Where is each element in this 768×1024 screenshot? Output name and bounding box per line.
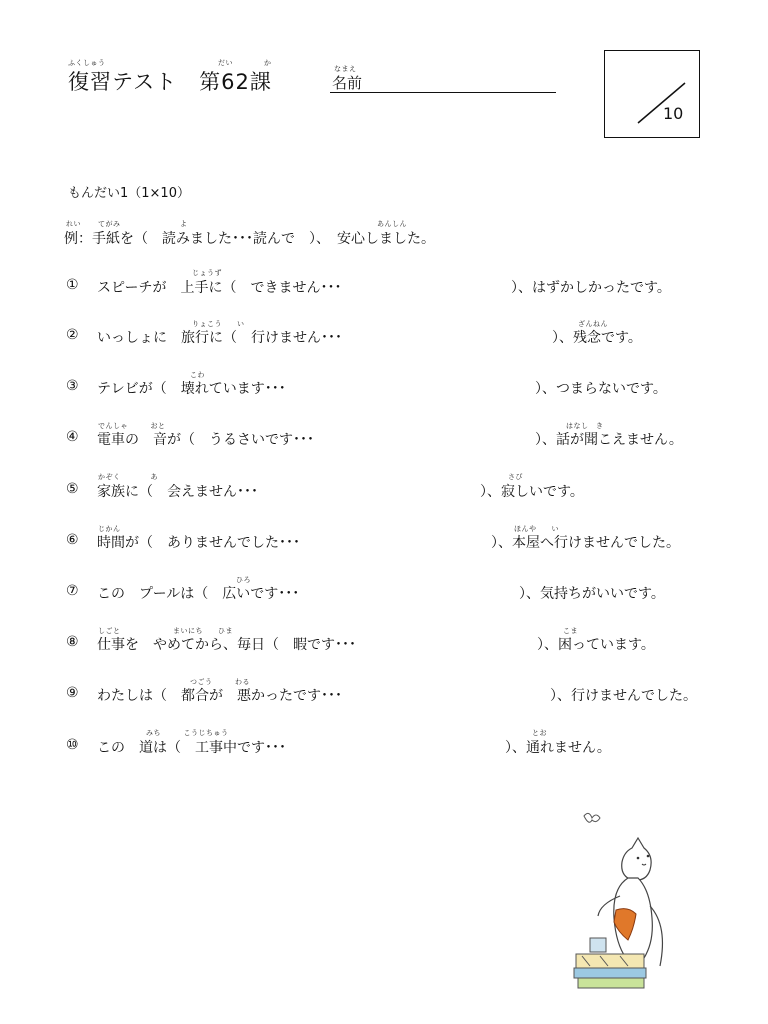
title-ruby: だい [218, 59, 233, 67]
question-ruby: じょうず [192, 269, 222, 277]
question-ending-ruby: とお [532, 729, 547, 737]
question-ruby: しごと まいにち ひま [98, 627, 233, 635]
question-ending-ruby: はなし き [566, 422, 604, 430]
question-ending: ）、残念です。 [552, 330, 642, 346]
example-ruby: てがみ [98, 220, 121, 228]
question-ending-ruby: ほんや い [514, 525, 559, 533]
question-ruby: じかん [98, 525, 121, 533]
question-prompt: 電車の 音が（ うるさいです･･･ [97, 432, 314, 448]
question-ending: ）、話が聞こえません。 [535, 432, 683, 448]
question-ruby: こわ [190, 371, 205, 379]
question-number: ⑦ [66, 583, 79, 599]
cat-illustration [560, 806, 680, 1006]
question-prompt: この 道は（ 工事中です･･･ [97, 740, 286, 756]
question-number: ⑩ [66, 737, 79, 753]
question-number: ④ [66, 429, 79, 445]
question-ending: ）、気持ちがいいです。 [519, 586, 665, 602]
question-ending: ）、はずかしかったです。 [511, 280, 671, 296]
title-ruby: ふくしゅう [68, 59, 106, 67]
page-title: 復習テスト 第62課 [68, 70, 272, 94]
question-prompt: わたしは（ 都合が 悪かったです･･･ [97, 688, 342, 704]
example-ruby: れい [66, 220, 81, 228]
question-ruby: でんしゃ おと [98, 422, 166, 430]
question-ending: ）、つまらないです。 [535, 381, 667, 397]
question-ending: ）、寂しいです。 [480, 484, 584, 500]
example-ruby: よ [180, 220, 188, 228]
question-number: ⑧ [66, 634, 79, 650]
question-number: ② [66, 327, 79, 343]
section-heading: もんだい1（1×10） [68, 186, 190, 201]
title-ruby: か [264, 59, 272, 67]
score-total: 10 [663, 104, 684, 123]
name-field[interactable] [330, 92, 556, 93]
question-prompt: 仕事を やめてから、毎日（ 暇です･･･ [97, 637, 356, 653]
question-ending: ）、困っています。 [537, 637, 655, 653]
question-prompt: 家族に（ 会えません･･･ [97, 484, 258, 500]
question-ruby: ひろ [236, 576, 251, 584]
question-ending-ruby: さび [508, 473, 523, 481]
question-ruby: りょこう い [192, 320, 245, 328]
question-ruby: つごう わる [190, 678, 250, 686]
score-box[interactable] [604, 50, 700, 138]
question-ending-ruby: ざんねん [578, 320, 608, 328]
question-ending: ）、本屋へ行けませんでした。 [491, 535, 680, 551]
question-prompt: スピーチが 上手に（ できません･･･ [97, 280, 342, 296]
example-ruby: あんしん [377, 220, 407, 228]
question-number: ③ [66, 378, 79, 394]
question-prompt: この プールは（ 広いです･･･ [97, 586, 300, 602]
question-ruby: みち こうじちゅう [146, 729, 229, 737]
question-number: ⑤ [66, 481, 79, 497]
question-prompt: いっしょに 旅行に（ 行けません･･･ [97, 330, 342, 346]
question-number: ⑨ [66, 685, 79, 701]
name-label: 名前 [332, 74, 363, 92]
question-ending: ）、通れません。 [505, 740, 611, 756]
question-ruby: かぞく あ [98, 473, 158, 481]
question-ending: ）、行けませんでした。 [550, 688, 697, 704]
question-ending-ruby: こま [563, 627, 578, 635]
question-prompt: 時間が（ ありませんでした･･･ [97, 535, 300, 551]
slash-icon [605, 51, 701, 139]
question-prompt: テレビが（ 壊れています･･･ [97, 381, 286, 397]
example-sentence: 例：手紙を（ 読みました･･･読んで ）、 安心しました。 [64, 231, 435, 247]
question-number: ⑥ [66, 532, 79, 548]
cat-reading-icon [560, 806, 680, 1006]
question-number: ① [66, 277, 79, 293]
name-ruby: なまえ [334, 65, 357, 73]
